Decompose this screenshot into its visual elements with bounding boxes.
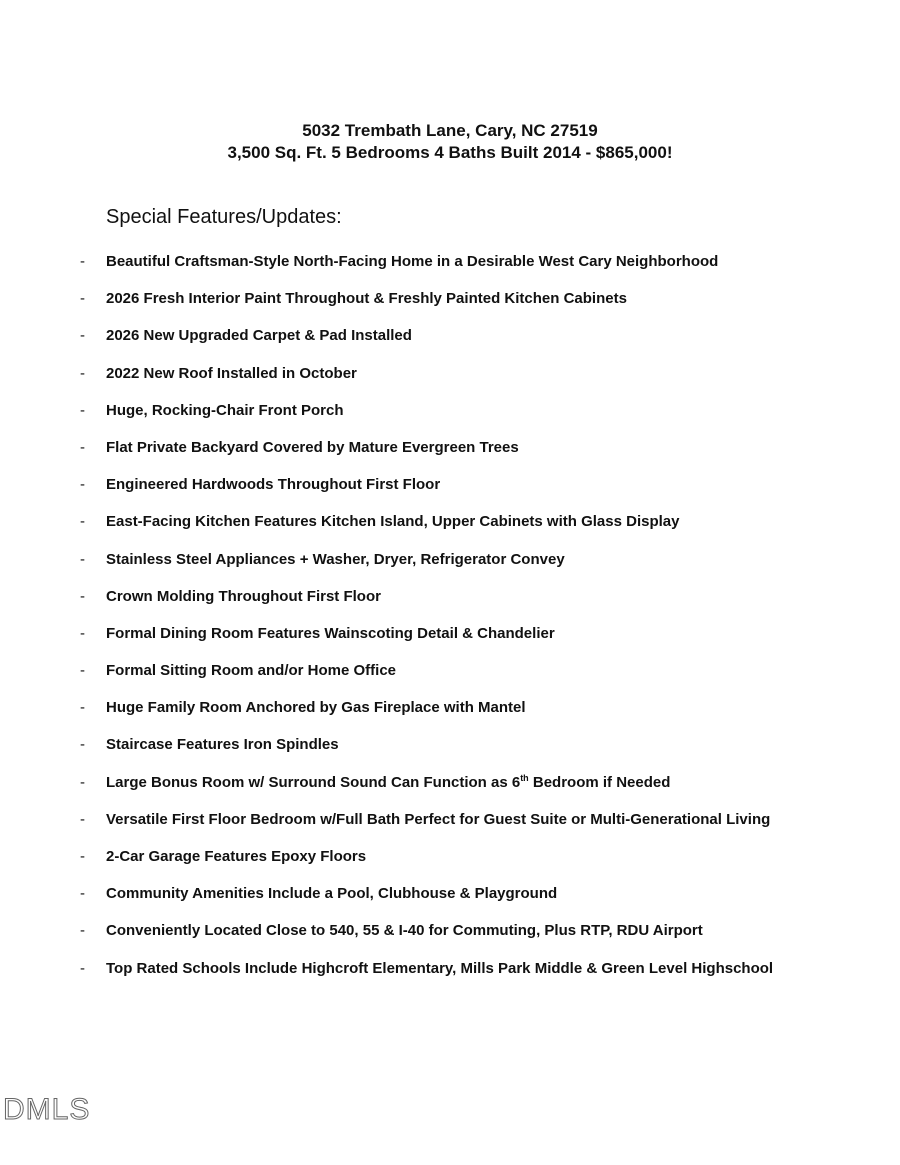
dmls-watermark: DMLS bbox=[3, 1093, 91, 1126]
bullet-dash: - bbox=[80, 624, 85, 642]
feature-item bbox=[0, 401, 900, 438]
bullet-dash: - bbox=[80, 476, 85, 494]
feature-text: Flat Private Backyard Covered by Mature Evergreen Trees bbox=[106, 438, 519, 456]
bonus-room-suffix: Bedroom if Needed bbox=[528, 773, 671, 791]
feature-item bbox=[0, 735, 900, 772]
bullet-dash: - bbox=[80, 587, 85, 605]
bullet-dash: - bbox=[80, 438, 85, 456]
feature-text: 2-Car Garage Features Epoxy Floors bbox=[106, 848, 367, 865]
feature-item bbox=[0, 810, 900, 847]
feature-text: 2026 New Upgraded Carpet & Pad Installed bbox=[106, 327, 412, 345]
feature-text-bonus-room bbox=[106, 773, 670, 793]
feature-item bbox=[0, 364, 900, 401]
bonus-room-main: Large Bonus Room w/ Surround Sound Can Function as 6 bbox=[106, 773, 521, 791]
feature-item bbox=[0, 624, 900, 661]
feature-item bbox=[0, 587, 900, 624]
bullet-dash: - bbox=[80, 290, 85, 308]
feature-text: Crown Molding Throughout First Floor bbox=[106, 587, 381, 605]
bullet-dash: - bbox=[80, 773, 85, 791]
ordinal-superscript: th bbox=[520, 772, 529, 783]
property-address: 5032 Trembath Lane, Cary, NC 27519 bbox=[302, 121, 598, 140]
feature-item bbox=[0, 475, 900, 512]
bullet-dash: - bbox=[80, 736, 85, 754]
feature-text: Versatile First Floor Bedroom w/Full Bath Perfect for Guest Suite or Multi-Generational Living bbox=[106, 810, 771, 828]
feature-item bbox=[0, 252, 900, 289]
bullet-dash: - bbox=[80, 699, 85, 717]
features-list bbox=[0, 252, 900, 996]
feature-text: Stainless Steel Appliances + Washer, Dryer, Refrigerator Convey bbox=[106, 550, 565, 568]
feature-item bbox=[0, 847, 900, 884]
bullet-dash: - bbox=[80, 922, 85, 940]
feature-text: Huge, Rocking-Chair Front Porch bbox=[106, 401, 344, 419]
section-heading: Special Features/Updates: bbox=[106, 206, 342, 228]
feature-item bbox=[0, 512, 900, 549]
feature-item bbox=[0, 661, 900, 698]
feature-item bbox=[0, 884, 900, 921]
bullet-dash: - bbox=[80, 959, 85, 977]
bullet-dash: - bbox=[80, 364, 85, 382]
bullet-dash: - bbox=[80, 253, 85, 270]
feature-text: 2022 New Roof Installed in October bbox=[106, 364, 357, 382]
listing-header bbox=[0, 120, 900, 164]
property-summary: 3,500 Sq. Ft. 5 Bedrooms 4 Baths Built 2014 - $865,000! bbox=[227, 143, 673, 162]
feature-item bbox=[0, 698, 900, 735]
feature-text: Beautiful Craftsman-Style North-Facing Home in a Desirable West Cary Neighborhood bbox=[106, 253, 719, 270]
bullet-dash: - bbox=[80, 401, 85, 419]
feature-item bbox=[0, 326, 900, 363]
feature-item bbox=[0, 773, 900, 810]
feature-item bbox=[0, 550, 900, 587]
feature-text: Staircase Features Iron Spindles bbox=[106, 736, 339, 754]
feature-item bbox=[0, 959, 900, 996]
bullet-dash: - bbox=[80, 550, 85, 568]
feature-text: Formal Sitting Room and/or Home Office bbox=[106, 662, 397, 680]
feature-text: Conveniently Located Close to 540, 55 & I-40 for Commuting, Plus RTP, RDU Airport bbox=[106, 922, 703, 940]
feature-text: Engineered Hardwoods Throughout First Floor bbox=[106, 476, 441, 494]
bullet-dash: - bbox=[80, 327, 85, 345]
feature-item bbox=[0, 921, 900, 958]
bullet-dash: - bbox=[80, 885, 85, 903]
feature-text: Huge Family Room Anchored by Gas Fireplace with Mantel bbox=[106, 699, 526, 717]
feature-item bbox=[0, 289, 900, 326]
bullet-dash: - bbox=[80, 810, 85, 828]
feature-text: Formal Dining Room Features Wainscoting Detail & Chandelier bbox=[106, 624, 555, 642]
feature-text: Top Rated Schools Include Highcroft Elementary, Mills Park Middle & Green Level Highschool bbox=[106, 959, 774, 977]
bullet-dash: - bbox=[80, 513, 85, 531]
feature-text: 2026 Fresh Interior Paint Throughout & Freshly Painted Kitchen Cabinets bbox=[106, 290, 627, 308]
feature-text: Community Amenities Include a Pool, Clubhouse & Playground bbox=[106, 885, 558, 903]
feature-text: East-Facing Kitchen Features Kitchen Island, Upper Cabinets with Glass Display bbox=[106, 513, 680, 531]
bullet-dash: - bbox=[80, 662, 85, 680]
bullet-dash: - bbox=[80, 848, 85, 865]
feature-item bbox=[0, 438, 900, 475]
